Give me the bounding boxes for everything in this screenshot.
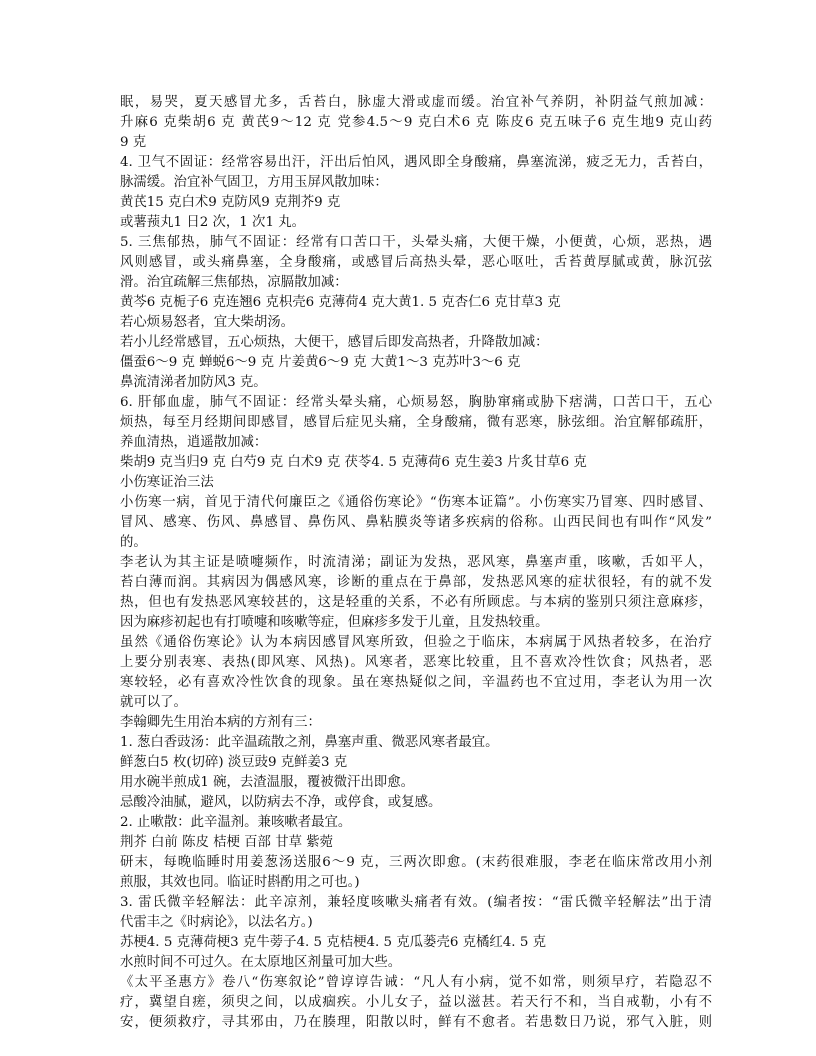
text-line: 李翰卿先生用治本病的方剂有三： (120, 715, 321, 730)
text-line: 热，但也有发热恶风寒较甚的，这是轻重的关系，不必有所顾虑。与本病的鉴别只须注意麻疹， (120, 595, 712, 610)
text-line: 寒较轻，必有喜欢冷性饮食的现象。虽在寒热疑似之间，辛温药也不宜过用，李老认为用一次 (120, 675, 712, 690)
document-page (120, 93, 712, 1033)
text-line: 黄芩6 克栀子6 克连翘6 克枳壳6 克薄荷4 克大黄1. 5 克杏仁6 克甘草3 克 (120, 295, 561, 310)
text-line: 小伤寒证治三法 (120, 475, 214, 490)
text-line: 煎服，其效也同。临证时斟酌用之可也。) (120, 875, 360, 890)
text-line: 就可以了。 (120, 695, 187, 710)
text-line: 眠，易哭，夏天感冒尤多，舌苔白，脉虚大滑或虚而缓。治宜补气养阴，补阴益气煎加减： (120, 95, 712, 110)
text-line: 上要分别表寒、表热(即风寒、风热)。风寒者，恶寒比较重，且不喜欢冷性饮食；风热者，恶 (120, 655, 712, 670)
text-line: 滑。治宜疏解三焦郁热，凉膈散加减： (120, 275, 348, 290)
text-line: 脉濡缓。治宜补气固卫，方用玉屏风散加味： (120, 175, 388, 190)
text-line: 代雷丰之《时病论》，以法名方。) (120, 915, 313, 930)
text-line: 鼻流清涕者加防风3 克。 (120, 375, 267, 390)
text-line: 苔白薄而润。其病因为偶感风寒，诊断的重点在于鼻部，发热恶风寒的症状很轻，有的就不发 (120, 575, 712, 590)
text-line: 安，便须救疗，寻其邪由，乃在腠理，阳散以时，鲜有不愈者。若患数日乃说，邪气入脏，则 (120, 1015, 712, 1030)
text-line: 研末，每晚临睡时用姜葱汤送服6～9 克，三两次即愈。(末药很难服，李老在临床常改用小剂 (120, 855, 712, 870)
text-line: 荆芥 白前 陈皮 桔梗 百部 甘草 紫菀 (120, 835, 334, 850)
text-line: 僵蚕6～9 克 蝉蜕6～9 克 片姜黄6～9 克 大黄1～3 克苏叶3～6 克 (120, 355, 521, 370)
text-line: 若小儿经常感冒，五心烦热，大便干，感冒后即发高热者，升降散加减： (120, 335, 549, 350)
text-line: 或薯蓣丸1 日2 次，1 次1 丸。 (120, 215, 306, 230)
text-line: 2. 止嗽散：此辛温剂。兼咳嗽者最宜。 (120, 815, 352, 830)
text-line: 冒风、感寒、伤风、鼻感冒、鼻伤风、鼻粘膜炎等诸多疾病的俗称。山西民间也有叫作“风发” (120, 515, 712, 530)
text-line: 《太平圣惠方》卷八“伤寒叙论”曾谆谆告诫：“凡人有小病，觉不如常，则须早疗，若隐忍不 (120, 975, 712, 990)
text-line: 忌酸冷油腻，避风，以防病去不净，或停食，或复感。 (120, 795, 442, 810)
text-line: 风则感冒，或头痛鼻塞，全身酸痛，或感冒后高热头晕，恶心呕吐，舌苔黄厚腻或黄，脉沉弦 (120, 255, 712, 270)
text-line: 黄芪15 克白术9 克防风9 克荆芥9 克 (120, 195, 341, 210)
text-line: 因为麻疹初起也有打喷嚏和咳嗽等症，但麻疹多发于儿童，且发热较重。 (120, 615, 549, 630)
text-line: 水煎时间不可过久。在太原地区剂量可加大些。 (120, 955, 402, 970)
text-line: 3. 雷氏微辛轻解法：此辛凉剂，兼轻度咳嗽头痛者有效。(编者按：“雷氏微辛轻解法”出于清 (120, 895, 712, 910)
text-line: 虽然《通俗伤寒论》认为本病因感冒风寒所致，但验之于临床，本病属于风热者较多，在治疗 (120, 635, 712, 650)
text-line: 疗，冀望自瘥，须臾之间，以成痼疾。小儿女子，益以滋甚。若天行不和，当自戒勒，小有不 (120, 995, 712, 1010)
text-line: 李老认为其主证是喷嚏频作，时流清涕；副证为发热，恶风寒，鼻塞声重，咳嗽，舌如平人， (120, 555, 712, 570)
text-line: 烦热，每至月经期间即感冒，感冒后症见头痛，全身酸痛，微有恶寒，脉弦细。治宜解郁疏肝， (120, 415, 712, 430)
text-line: 用水碗半煎成1 碗，去渣温服，覆被微汗出即愈。 (120, 775, 414, 790)
text-line: 9 克 (120, 135, 147, 150)
text-line: 养血清热，逍遥散加减： (120, 435, 268, 450)
text-line: 6. 肝郁血虚，肺气不固证：经常头晕头痛，心烦易怒，胸胁窜痛或胁下痞满，口苦口干，五心 (120, 395, 712, 410)
text-line: 若心烦易怒者，宜大柴胡汤。 (120, 315, 295, 330)
text-line: 鲜葱白5 枚(切碎) 淡豆豉9 克鲜姜3 克 (120, 755, 348, 770)
text-line: 1. 葱白香豉汤：此辛温疏散之剂，鼻塞声重、微恶风寒者最宜。 (120, 735, 499, 750)
text-line: 4. 卫气不固证：经常容易出汗，汗出后怕风，遇风即全身酸痛，鼻塞流涕，疲乏无力，舌苔白， (120, 155, 712, 170)
text-line: 升麻6 克柴胡6 克 黄芪9～12 克 党参4.5～9 克白术6 克 陈皮6 克五味子6 克生地9 克山药 (120, 115, 712, 130)
text-line: 柴胡9 克当归9 克 白芍9 克 白术9 克 茯苓4. 5 克薄荷6 克生姜3 片炙甘草6 克 (120, 455, 587, 470)
text-line: 小伤寒一病，首见于清代何廉臣之《通俗伤寒论》“伤寒本证篇”。小伤寒实乃冒寒、四时感冒、 (120, 495, 712, 510)
text-line: 的。 (120, 535, 147, 550)
text-line: 5. 三焦郁热，肺气不固证：经常有口苦口干，头晕头痛，大便干燥，小便黄，心烦，恶热，遇 (120, 235, 712, 250)
text-line: 苏梗4. 5 克薄荷梗3 克牛蒡子4. 5 克桔梗4. 5 克瓜蒌壳6 克橘红4. 5 克 (120, 935, 546, 950)
